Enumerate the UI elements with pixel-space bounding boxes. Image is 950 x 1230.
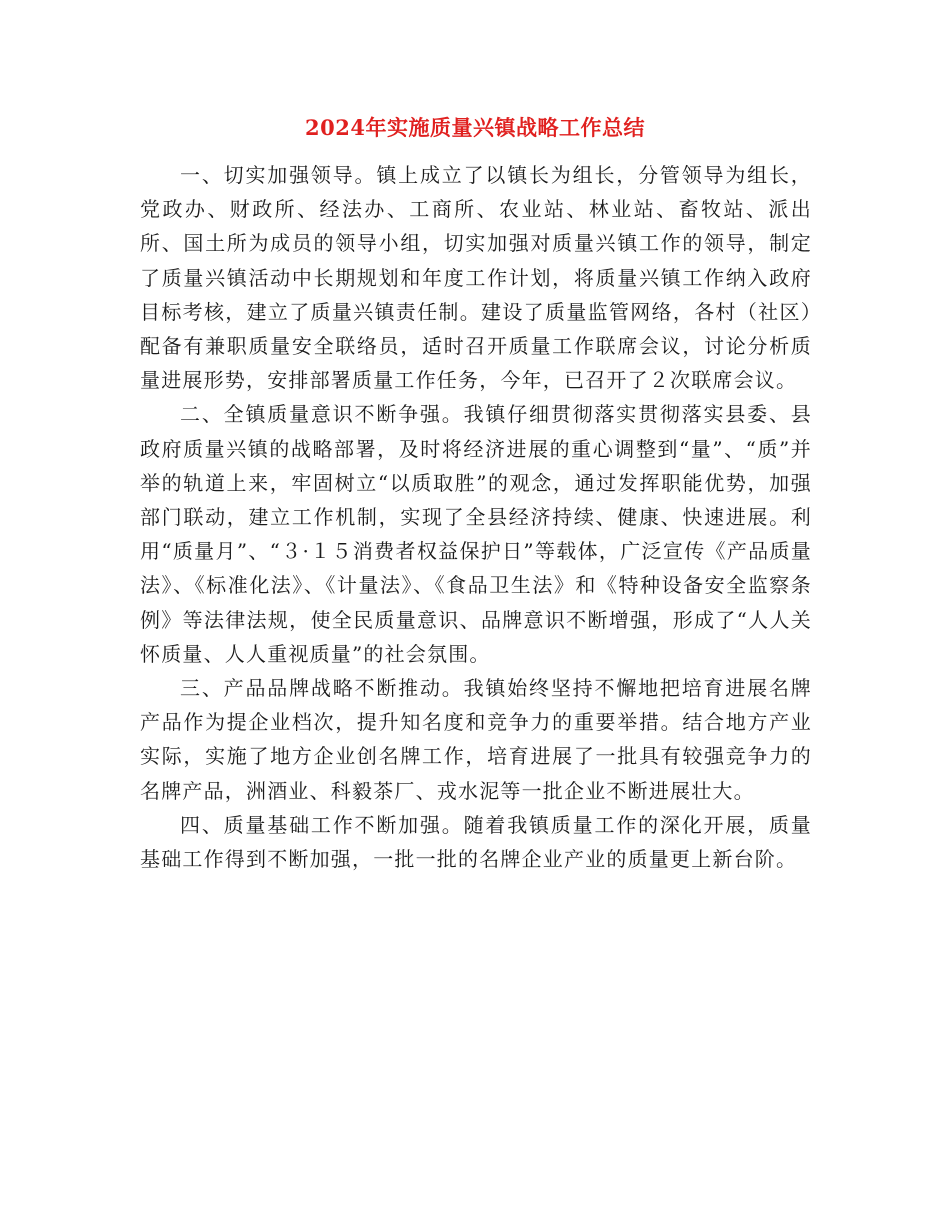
- paragraph-leadership: 一、切实加强领导。镇上成立了以镇长为组长，分管领导为组长，党政办、财政所、经法办、工商所、农业站、林业站、畜牧站、派出所、国土所为成员的领导小组，切实加强对质量兴镇工作的领导，制定了质量兴镇活动中长期规划和年度工作计划，将质量兴镇工作纳入政府目标考核，建立了质量兴镇责任制。建设了质量监管网络，各村（社区）配备有兼职质量安全联络员，适时召开质量工作联席会议，讨论分析质量进展形势，安排部署质量工作任务，今年，已召开了２次联席会议。: [140, 163, 812, 393]
- document-title: 2024年实施质量兴镇战略工作总结: [305, 115, 645, 140]
- paragraph-quality-awareness: 二、全镇质量意识不断争强。我镇仔细贯彻落实贯彻落实县委、县政府质量兴镇的战略部署，及时将经济进展的重心调整到“量”、“质”并举的轨道上来，牢固树立“以质取胜”的观念，通过发挥职能优势，加强部门联动，建立工作机制，实现了全县经济持续、健康、快速进展。利用“质量月”、“３·１５消费者权益保护日”等载体，广泛宣传《产品质量法》、《标准化法》、《计量法》、《食品卫生法》和《特种设备安全监察条例》等法律法规，使全民质量意识、品牌意识不断增强，形成了“人人关怀质量、人人重视质量”的社会氛围。: [140, 402, 812, 666]
- paragraph-quality-foundation: 四、质量基础工作不断加强。随着我镇质量工作的深化开展，质量基础工作得到不断加强，一批一批的名牌企业产业的质量更上新台阶。: [140, 812, 812, 872]
- paragraph-brand-strategy: 三、产品品牌战略不断推动。我镇始终坚持不懈地把培育进展名牌产品作为提企业档次，提升知名度和竞争力的重要举措。结合地方产业实际，实施了地方企业创名牌工作，培育进展了一批具有较强竞争力的名牌产品，洲酒业、科毅茶厂、戎水泥等一批企业不断进展壮大。: [140, 676, 812, 803]
- document-body: [140, 158, 812, 876]
